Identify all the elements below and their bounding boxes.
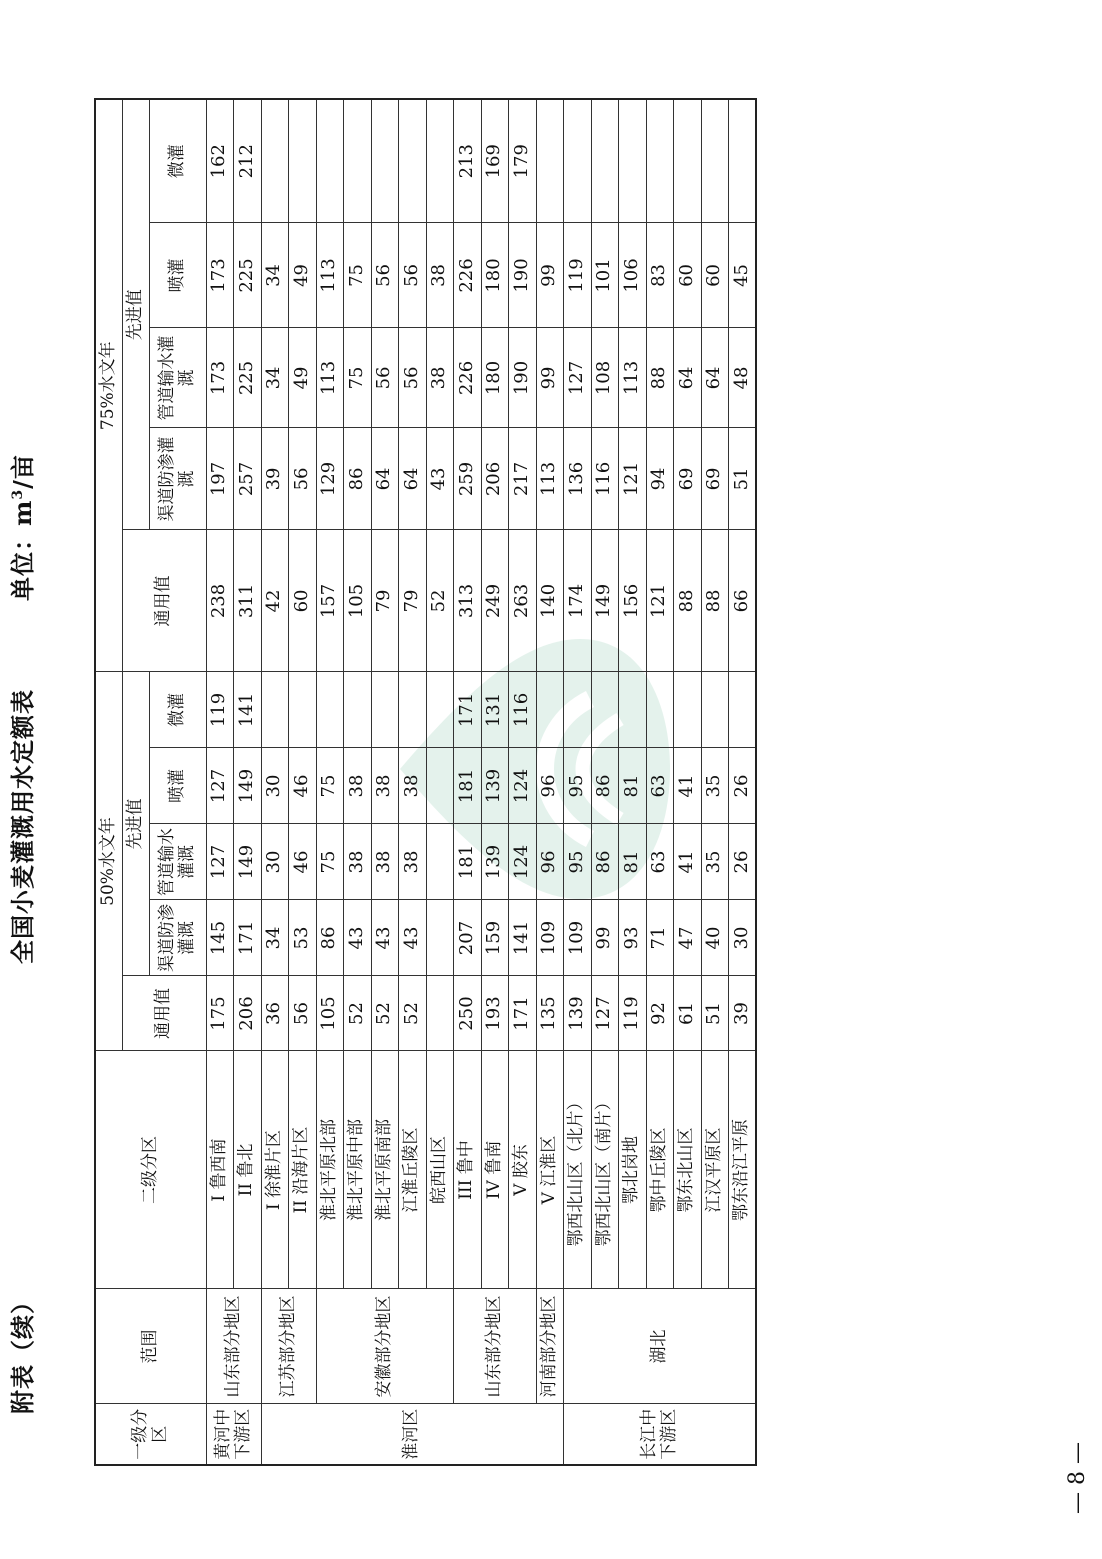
- value-cell-s50: 81: [619, 748, 647, 824]
- value-cell-s75: 83: [646, 223, 674, 328]
- value-cell-s75: 75: [344, 223, 372, 328]
- header-canal-50: 渠道防渗灌溉: [149, 900, 206, 976]
- value-cell-g50: 36: [261, 976, 289, 1051]
- value-cell-g75: 52: [426, 530, 454, 672]
- value-cell-p50: 95: [564, 824, 592, 900]
- table-title: 全国小麦灌溉用水定额表: [8, 689, 37, 964]
- value-cell-p50: 46: [289, 824, 317, 900]
- zone-cell: 江淮丘陵区: [399, 1051, 427, 1289]
- value-cell-c50: 47: [674, 900, 702, 976]
- value-cell-s50: 75: [316, 748, 344, 824]
- value-cell-c50: 71: [646, 900, 674, 976]
- value-cell-c50: [426, 900, 454, 976]
- value-cell-c75: 113: [536, 428, 564, 530]
- value-cell-m50: [399, 672, 427, 748]
- value-cell-m75: [344, 99, 372, 223]
- table-row: [426, 99, 454, 1465]
- value-cell-s75: 99: [536, 223, 564, 328]
- value-cell-m50: [289, 672, 317, 748]
- zone-cell: 鄂北岗地: [619, 1051, 647, 1289]
- value-cell-p75: 64: [674, 328, 702, 428]
- value-cell-s75: 225: [234, 223, 262, 328]
- value-cell-g50: 61: [674, 976, 702, 1051]
- header-general-50: 通用值: [122, 976, 206, 1051]
- value-cell-c75: 257: [234, 428, 262, 530]
- value-cell-m75: [261, 99, 289, 223]
- table-row: [701, 99, 729, 1465]
- value-cell-g50: 51: [701, 976, 729, 1051]
- value-cell-m50: [564, 672, 592, 748]
- value-cell-s50: 30: [261, 748, 289, 824]
- value-cell-g75: 60: [289, 530, 317, 672]
- value-cell-s75: 101: [591, 223, 619, 328]
- value-cell-m75: 212: [234, 99, 262, 223]
- value-cell-p50: 38: [344, 824, 372, 900]
- unit-suffix: /亩: [8, 454, 37, 489]
- value-cell-m75: 213: [454, 99, 482, 223]
- value-cell-p50: 81: [619, 824, 647, 900]
- value-cell-p50: 181: [454, 824, 482, 900]
- value-cell-c50: 43: [344, 900, 372, 976]
- table-row: [536, 99, 564, 1465]
- value-cell-m75: [729, 99, 757, 223]
- value-cell-s50: 181: [454, 748, 482, 824]
- value-cell-s50: 86: [591, 748, 619, 824]
- value-cell-p75: 225: [234, 328, 262, 428]
- value-cell-g75: 313: [454, 530, 482, 672]
- value-cell-c50: 99: [591, 900, 619, 976]
- value-cell-s50: 26: [729, 748, 757, 824]
- value-cell-g75: 140: [536, 530, 564, 672]
- value-cell-c75: 217: [509, 428, 537, 530]
- zone-cell: II 沿海片区: [289, 1051, 317, 1289]
- value-cell-g75: 238: [206, 530, 234, 672]
- table-row: [481, 99, 509, 1465]
- group-huanghe: 黄河中下游区: [206, 1404, 261, 1465]
- value-cell-s75: 34: [261, 223, 289, 328]
- value-cell-s50: [426, 748, 454, 824]
- table-row: [646, 99, 674, 1465]
- value-cell-s75: 56: [371, 223, 399, 328]
- value-cell-m50: 141: [234, 672, 262, 748]
- table-row: [729, 99, 757, 1465]
- value-cell-c75: 39: [261, 428, 289, 530]
- table-row: [234, 99, 262, 1465]
- value-cell-m75: [399, 99, 427, 223]
- value-cell-s50: 38: [344, 748, 372, 824]
- value-cell-g75: 88: [701, 530, 729, 672]
- value-cell-c50: 109: [564, 900, 592, 976]
- group-changjiang: 长江中下游区: [564, 1404, 757, 1465]
- value-cell-c50: 171: [234, 900, 262, 976]
- zone-cell: II 鲁北: [234, 1051, 262, 1289]
- value-cell-m50: 119: [206, 672, 234, 748]
- value-cell-c75: 56: [289, 428, 317, 530]
- group-huaihe: 淮河区: [261, 1404, 564, 1465]
- value-cell-p75: 56: [399, 328, 427, 428]
- value-cell-m50: [674, 672, 702, 748]
- table-row: [509, 99, 537, 1465]
- appendix-label: 附表（续）: [8, 1289, 37, 1414]
- value-cell-s75: 56: [399, 223, 427, 328]
- page-number: — 8 —: [1065, 1442, 1090, 1514]
- value-cell-m50: [646, 672, 674, 748]
- value-cell-p50: 41: [674, 824, 702, 900]
- value-cell-p75: 113: [619, 328, 647, 428]
- value-cell-p75: 56: [371, 328, 399, 428]
- value-cell-g50: [426, 976, 454, 1051]
- value-cell-p75: 64: [701, 328, 729, 428]
- value-cell-m75: 169: [481, 99, 509, 223]
- header-pipe-50: 管道输水灌溉: [149, 824, 206, 900]
- header-scope: 范围: [95, 1289, 206, 1404]
- value-cell-m75: [371, 99, 399, 223]
- value-cell-m75: [426, 99, 454, 223]
- value-cell-c50: 30: [729, 900, 757, 976]
- header-level1: 一级分区: [95, 1404, 206, 1465]
- value-cell-g50: 175: [206, 976, 234, 1051]
- value-cell-m50: [701, 672, 729, 748]
- value-cell-p75: 180: [481, 328, 509, 428]
- header-micro-50: 微灌: [149, 672, 206, 748]
- table-row: [371, 99, 399, 1465]
- value-cell-p50: 38: [371, 824, 399, 900]
- value-cell-c50: 40: [701, 900, 729, 976]
- value-cell-s75: 119: [564, 223, 592, 328]
- zone-cell: I 鲁西南: [206, 1051, 234, 1289]
- value-cell-m50: [536, 672, 564, 748]
- value-cell-s50: 127: [206, 748, 234, 824]
- value-cell-g50: 171: [509, 976, 537, 1051]
- header-spray-75: 喷灌: [149, 223, 206, 328]
- value-cell-g75: 311: [234, 530, 262, 672]
- value-cell-s75: 49: [289, 223, 317, 328]
- value-cell-c75: 259: [454, 428, 482, 530]
- table-row: [564, 99, 592, 1465]
- value-cell-g50: 127: [591, 976, 619, 1051]
- value-cell-m75: [674, 99, 702, 223]
- value-cell-c75: 69: [674, 428, 702, 530]
- value-cell-s75: 38: [426, 223, 454, 328]
- value-cell-p50: 124: [509, 824, 537, 900]
- value-cell-m50: 171: [454, 672, 482, 748]
- value-cell-p50: 139: [481, 824, 509, 900]
- value-cell-s50: 149: [234, 748, 262, 824]
- value-cell-g75: 149: [591, 530, 619, 672]
- value-cell-m75: [564, 99, 592, 223]
- header-pipe-75: 管道输水灌溉: [149, 328, 206, 428]
- value-cell-c75: 116: [591, 428, 619, 530]
- value-cell-g50: 105: [316, 976, 344, 1051]
- value-cell-c50: 159: [481, 900, 509, 976]
- value-cell-p50: 75: [316, 824, 344, 900]
- value-cell-c75: 121: [619, 428, 647, 530]
- table-row: [316, 99, 344, 1465]
- table-row: [344, 99, 372, 1465]
- value-cell-m75: [289, 99, 317, 223]
- scope-shandong-1: 山东部分地区: [206, 1289, 261, 1404]
- value-cell-p50: 86: [591, 824, 619, 900]
- value-cell-g75: 88: [674, 530, 702, 672]
- value-cell-m75: [619, 99, 647, 223]
- value-cell-g50: 56: [289, 976, 317, 1051]
- scope-henan: 河南部分地区: [536, 1289, 564, 1404]
- value-cell-p75: 88: [646, 328, 674, 428]
- value-cell-g75: 174: [564, 530, 592, 672]
- value-cell-g75: 79: [399, 530, 427, 672]
- value-cell-m50: [591, 672, 619, 748]
- value-cell-g75: 105: [344, 530, 372, 672]
- value-cell-c50: 93: [619, 900, 647, 976]
- value-cell-g50: 250: [454, 976, 482, 1051]
- value-cell-c50: 53: [289, 900, 317, 976]
- table-row: [591, 99, 619, 1465]
- value-cell-s75: 113: [316, 223, 344, 328]
- value-cell-m75: 179: [509, 99, 537, 223]
- zone-cell: 淮北平原南部: [371, 1051, 399, 1289]
- value-cell-p50: 35: [701, 824, 729, 900]
- value-cell-m75: [316, 99, 344, 223]
- table-body: [206, 99, 756, 1465]
- value-cell-g50: 52: [371, 976, 399, 1051]
- zone-cell: V 江淮区: [536, 1051, 564, 1289]
- value-cell-p50: 38: [399, 824, 427, 900]
- header-general-75: 通用值: [122, 530, 206, 672]
- value-cell-c75: 64: [399, 428, 427, 530]
- table-row: [206, 99, 234, 1465]
- header-advanced-50: 先进值: [122, 672, 149, 976]
- value-cell-s75: 45: [729, 223, 757, 328]
- value-cell-p75: 113: [316, 328, 344, 428]
- value-cell-p50: 96: [536, 824, 564, 900]
- value-cell-g75: 42: [261, 530, 289, 672]
- value-cell-s75: 60: [674, 223, 702, 328]
- table-row: [619, 99, 647, 1465]
- zone-cell: 淮北平原北部: [316, 1051, 344, 1289]
- value-cell-g50: 39: [729, 976, 757, 1051]
- value-cell-g75: 79: [371, 530, 399, 672]
- value-cell-c50: 109: [536, 900, 564, 976]
- value-cell-p75: 48: [729, 328, 757, 428]
- value-cell-c75: 136: [564, 428, 592, 530]
- value-cell-m75: [536, 99, 564, 223]
- value-cell-c75: 129: [316, 428, 344, 530]
- value-cell-p50: 127: [206, 824, 234, 900]
- value-cell-p50: [426, 824, 454, 900]
- value-cell-p75: 38: [426, 328, 454, 428]
- value-cell-g75: 157: [316, 530, 344, 672]
- value-cell-g50: 92: [646, 976, 674, 1051]
- value-cell-g75: 66: [729, 530, 757, 672]
- zone-cell: 江汉平原区: [701, 1051, 729, 1289]
- value-cell-g50: 193: [481, 976, 509, 1051]
- value-cell-p75: 75: [344, 328, 372, 428]
- value-cell-s75: 190: [509, 223, 537, 328]
- value-cell-p50: 30: [261, 824, 289, 900]
- value-cell-m50: 116: [509, 672, 537, 748]
- value-cell-c75: 51: [729, 428, 757, 530]
- header-micro-75: 微灌: [149, 99, 206, 223]
- value-cell-p75: 226: [454, 328, 482, 428]
- unit-label: [3, 454, 38, 601]
- value-cell-p50: 149: [234, 824, 262, 900]
- value-cell-c75: 64: [371, 428, 399, 530]
- value-cell-s50: 139: [481, 748, 509, 824]
- zone-cell: I 徐淮片区: [261, 1051, 289, 1289]
- value-cell-g50: 206: [234, 976, 262, 1051]
- value-cell-m75: [701, 99, 729, 223]
- header-75-year: 75%水文年: [95, 99, 122, 672]
- value-cell-g75: 156: [619, 530, 647, 672]
- value-cell-p75: 34: [261, 328, 289, 428]
- value-cell-c75: 197: [206, 428, 234, 530]
- value-cell-s50: 46: [289, 748, 317, 824]
- zone-cell: 淮北平原中部: [344, 1051, 372, 1289]
- value-cell-c50: 86: [316, 900, 344, 976]
- zone-cell: IV 鲁南: [481, 1051, 509, 1289]
- scope-shandong-2: 山东部分地区: [454, 1289, 537, 1404]
- table-row: [454, 99, 482, 1465]
- value-cell-p75: 108: [591, 328, 619, 428]
- value-cell-c75: 86: [344, 428, 372, 530]
- value-cell-s50: 35: [701, 748, 729, 824]
- value-cell-m75: 162: [206, 99, 234, 223]
- value-cell-p50: 63: [646, 824, 674, 900]
- value-cell-g50: 52: [399, 976, 427, 1051]
- value-cell-m75: [646, 99, 674, 223]
- zone-cell: 鄂西北山区（南片）: [591, 1051, 619, 1289]
- value-cell-s50: 38: [371, 748, 399, 824]
- value-cell-m50: [619, 672, 647, 748]
- zone-cell: 皖西山区: [426, 1051, 454, 1289]
- value-cell-p75: 190: [509, 328, 537, 428]
- value-cell-c50: 141: [509, 900, 537, 976]
- header-50-year: 50%水文年: [95, 672, 122, 1051]
- value-cell-m50: [316, 672, 344, 748]
- value-cell-s50: 96: [536, 748, 564, 824]
- value-cell-g75: 249: [481, 530, 509, 672]
- header-level2: 二级分区: [95, 1051, 206, 1289]
- value-cell-g50: 139: [564, 976, 592, 1051]
- value-cell-g50: 52: [344, 976, 372, 1051]
- value-cell-c50: 43: [371, 900, 399, 976]
- value-cell-m50: [344, 672, 372, 748]
- value-cell-c50: 145: [206, 900, 234, 976]
- value-cell-m75: [591, 99, 619, 223]
- value-cell-g75: 121: [646, 530, 674, 672]
- value-cell-s75: 173: [206, 223, 234, 328]
- unit-superscript: 3: [10, 488, 26, 500]
- value-cell-m50: [426, 672, 454, 748]
- table-row: [289, 99, 317, 1465]
- value-cell-s50: 63: [646, 748, 674, 824]
- zone-cell: 鄂东北山区: [674, 1051, 702, 1289]
- value-cell-g50: 119: [619, 976, 647, 1051]
- value-cell-p75: 49: [289, 328, 317, 428]
- value-cell-g50: 135: [536, 976, 564, 1051]
- value-cell-g75: 263: [509, 530, 537, 672]
- value-cell-p75: 99: [536, 328, 564, 428]
- value-cell-p50: 26: [729, 824, 757, 900]
- value-cell-c75: 69: [701, 428, 729, 530]
- value-cell-s75: 60: [701, 223, 729, 328]
- value-cell-c75: 206: [481, 428, 509, 530]
- value-cell-s50: 124: [509, 748, 537, 824]
- unit-prefix: 单位：m: [8, 499, 37, 601]
- water-quota-table: [94, 98, 757, 1466]
- scope-hubei: 湖北: [564, 1289, 757, 1404]
- value-cell-s75: 180: [481, 223, 509, 328]
- header-advanced-75: 先进值: [122, 99, 149, 530]
- value-cell-m50: [729, 672, 757, 748]
- zone-cell: 鄂中丘陵区: [646, 1051, 674, 1289]
- value-cell-s75: 106: [619, 223, 647, 328]
- value-cell-c50: 43: [399, 900, 427, 976]
- zone-cell: 鄂西北山区（北片）: [564, 1051, 592, 1289]
- zone-cell: 鄂东沿江平原: [729, 1051, 757, 1289]
- scope-anhui: 安徽部分地区: [316, 1289, 454, 1404]
- value-cell-m50: [261, 672, 289, 748]
- value-cell-p75: 173: [206, 328, 234, 428]
- value-cell-c50: 34: [261, 900, 289, 976]
- scope-jiangsu: 江苏部分地区: [261, 1289, 316, 1404]
- header-spray-50: 喷灌: [149, 748, 206, 824]
- value-cell-s50: 95: [564, 748, 592, 824]
- value-cell-s50: 41: [674, 748, 702, 824]
- value-cell-c50: 207: [454, 900, 482, 976]
- table-row: [399, 99, 427, 1465]
- table-row: [674, 99, 702, 1465]
- table-row: [261, 99, 289, 1465]
- value-cell-m50: [371, 672, 399, 748]
- value-cell-s75: 226: [454, 223, 482, 328]
- zone-cell: V 胶东: [509, 1051, 537, 1289]
- header-canal-75: 渠道防渗灌溉: [149, 428, 206, 530]
- value-cell-c75: 94: [646, 428, 674, 530]
- value-cell-m50: 131: [481, 672, 509, 748]
- value-cell-s50: 38: [399, 748, 427, 824]
- value-cell-p75: 127: [564, 328, 592, 428]
- zone-cell: III 鲁中: [454, 1051, 482, 1289]
- value-cell-c75: 43: [426, 428, 454, 530]
